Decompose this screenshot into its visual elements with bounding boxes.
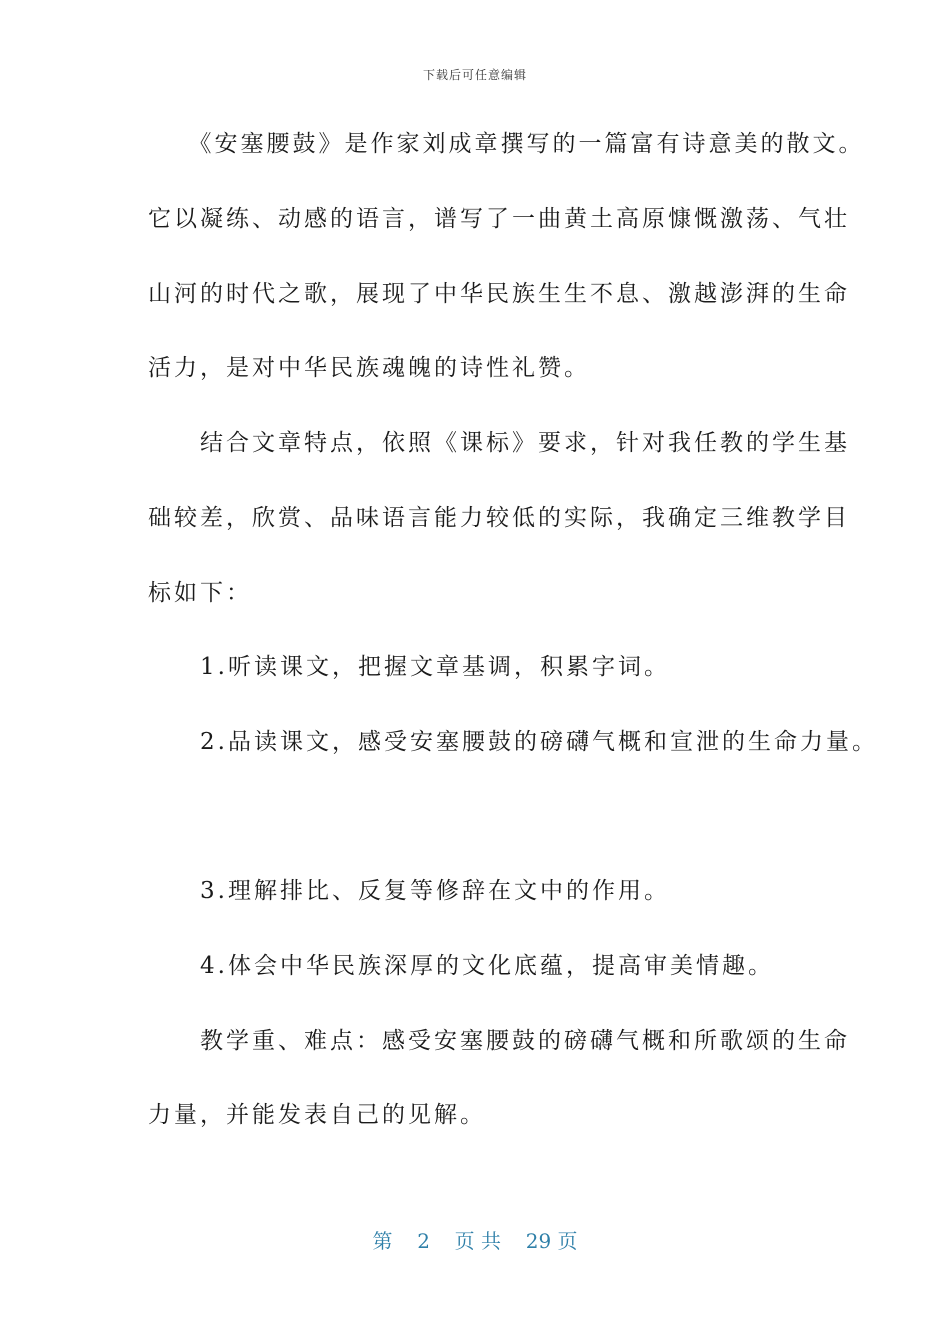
body-line: 标如下： xyxy=(148,580,252,606)
body-line: 它以凝练、动感的语言，谱写了一曲黄土高原慷慨激荡、气壮 xyxy=(148,206,850,232)
page-footer xyxy=(0,1225,950,1254)
list-item: 4.体会中华民族深厚的文化底蕴，提高审美情趣。 xyxy=(148,953,774,979)
page-header: 下载后可任意编辑 xyxy=(422,68,527,82)
total-pages-number: 29 xyxy=(525,1229,552,1253)
body-line: 础较差，欣赏、品味语言能力较低的实际，我确定三维教学目 xyxy=(148,505,850,531)
body-line: 结合文章特点，依照《课标》要求，针对我任教的学生基 xyxy=(148,430,850,456)
body-line: 力量，并能发表自己的见解。 xyxy=(148,1102,486,1128)
page-label-mid: 页 共 xyxy=(454,1229,501,1253)
body-line: 《安塞腰鼓》是作家刘成章撰写的一篇富有诗意美的散文。 xyxy=(148,131,865,157)
body-line: 教学重、难点：感受安塞腰鼓的磅礴气概和所歌颂的生命 xyxy=(148,1028,850,1054)
page-label-prefix: 第 xyxy=(372,1229,393,1253)
list-item: 2.品读课文，感受安塞腰鼓的磅礴气概和宣泄的生命力量。 xyxy=(148,729,878,755)
list-item: 1.听读课文，把握文章基调，积累字词。 xyxy=(148,654,670,680)
body-line: 活力，是对中华民族魂魄的诗性礼赞。 xyxy=(148,355,590,381)
body-line: 山河的时代之歌，展现了中华民族生生不息、激越澎湃的生命 xyxy=(148,281,850,307)
page-label-suffix: 页 xyxy=(557,1229,578,1253)
current-page-number: 2 xyxy=(417,1229,430,1253)
list-item: 3.理解排比、反复等修辞在文中的作用。 xyxy=(148,878,670,904)
